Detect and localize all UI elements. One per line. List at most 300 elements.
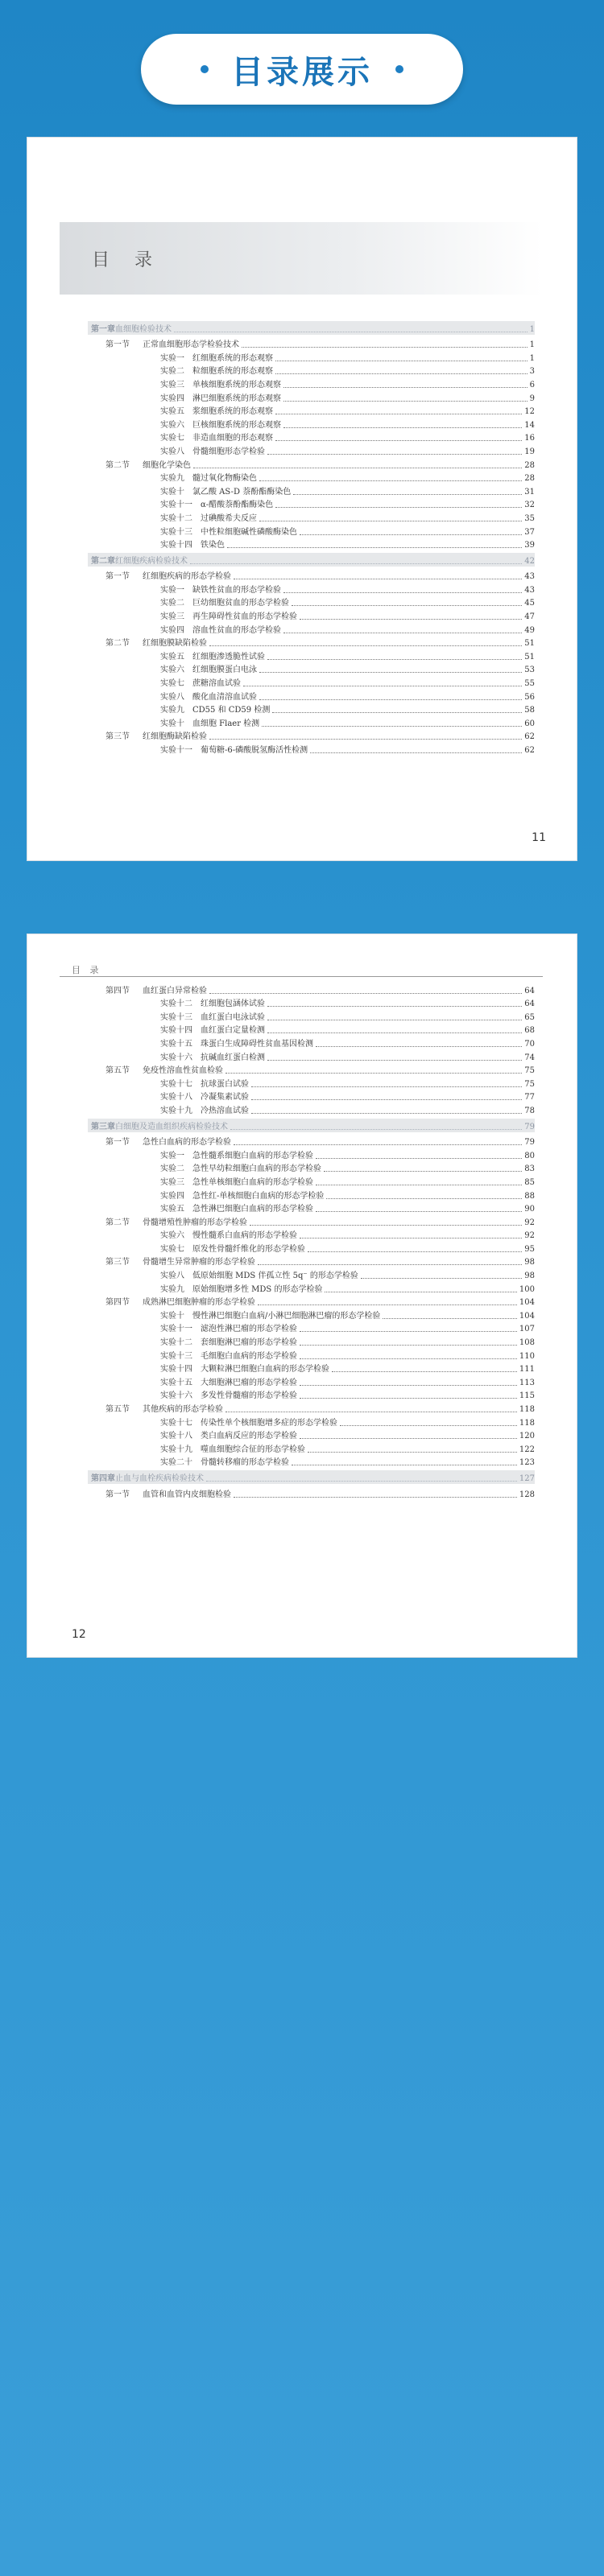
header-rule	[60, 976, 543, 977]
toc-entry-page: 65	[524, 1012, 535, 1022]
toc-entry-label	[88, 1218, 247, 1228]
toc-entry-label	[88, 354, 273, 364]
toc-entry-page: 64	[524, 986, 535, 995]
toc-entry-label	[88, 732, 207, 742]
toc-entry-exp	[88, 497, 535, 511]
toc-entry-page: 100	[519, 1284, 535, 1294]
toc-entry-title: 红细胞酶缺陷检验	[143, 732, 207, 742]
toc-entry-page: 12	[524, 407, 535, 417]
toc-entry-number: 实验十三	[160, 527, 192, 537]
toc-entry-page: 60	[524, 719, 535, 728]
toc-entry-label	[88, 679, 241, 689]
toc-entry-label	[88, 1123, 228, 1132]
toc-entry-label	[88, 1093, 249, 1103]
toc-entry-label	[88, 1013, 265, 1023]
toc-entry-title: 急性髓系细胞白血病的形态学检验	[192, 1151, 313, 1160]
toc-entry-label	[88, 501, 273, 510]
page-number: 12	[72, 1628, 86, 1641]
dot-leader	[225, 1073, 522, 1074]
dot-leader	[209, 645, 522, 646]
toc-page-1	[27, 137, 577, 861]
toc-entry-title: 氯乙酸 AS-D 萘酚酯酶染色	[192, 487, 292, 497]
toc-entry-exp	[88, 1415, 535, 1428]
toc-entry-page: 83	[524, 1164, 535, 1174]
toc-entry-title: 免疫性溶血性贫血检验	[143, 1066, 223, 1076]
dot-leader	[316, 1046, 522, 1047]
dot-leader	[272, 712, 522, 713]
toc-entry-exp	[88, 703, 535, 716]
toc-entry-number: 第一节	[105, 340, 130, 350]
toc-entry-page: 14	[524, 420, 535, 430]
dot-leader	[283, 592, 522, 593]
toc-entry-label	[88, 1325, 297, 1334]
toc-entry-label	[88, 1312, 380, 1321]
toc-entry-exp	[88, 1308, 535, 1321]
toc-entry-exp	[88, 350, 535, 364]
toc-entry-exp	[88, 443, 535, 457]
toc-entry-label	[88, 653, 265, 662]
toc-entry-number: 实验三	[160, 1177, 184, 1187]
toc-entry-exp	[88, 1161, 535, 1175]
dot-leader	[283, 401, 527, 402]
toc-entry-exp	[88, 1441, 535, 1455]
toc-entry-title: 原始细胞增多性 MDS 的形态学检验	[192, 1284, 323, 1294]
dot-leader	[283, 427, 522, 428]
toc-entry-page: 75	[524, 1079, 535, 1089]
dot-leader	[326, 1198, 522, 1199]
toc-entry-page: 98	[524, 1258, 535, 1267]
toc-entry-page: 92	[524, 1231, 535, 1241]
dot-leader	[209, 739, 522, 740]
toc-entry-title: 非造血细胞的形态观察	[192, 434, 273, 443]
toc-entry-label	[88, 514, 257, 524]
toc-entry-label	[88, 1405, 223, 1415]
toc-entry-page: 51	[524, 652, 535, 662]
toc-entry-page: 92	[524, 1218, 535, 1227]
toc-entry-number: 实验十二	[160, 513, 192, 523]
toc-entry-label	[88, 1053, 265, 1063]
toc-entry-ch	[88, 1470, 535, 1484]
toc-entry-label	[88, 1352, 297, 1362]
toc-entry-label	[88, 1231, 297, 1241]
toc-entry-label	[88, 1040, 313, 1049]
toc-entry-title: 急性淋巴细胞白血病的形态学检验	[192, 1205, 313, 1214]
toc-entry-number: 实验十九	[160, 1445, 192, 1454]
toc-entry-number: 实验十八	[160, 1093, 192, 1103]
toc-heading: 目 录	[92, 250, 162, 270]
toc-entry-sec	[88, 569, 535, 583]
toc-entry-number: 实验三	[160, 612, 184, 622]
toc-entry-number: 第二节	[105, 460, 130, 470]
toc-entry-label	[88, 340, 239, 350]
toc-entry-label	[88, 488, 291, 497]
dot-leader	[251, 1086, 522, 1087]
toc-entry-number: 实验十七	[160, 1079, 192, 1089]
toc-entry-page: 123	[519, 1458, 535, 1468]
toc-entry-label	[88, 1178, 313, 1188]
toc-entry-title: 淋巴细胞系统的形态观察	[192, 394, 281, 403]
toc-entry-sec	[88, 1063, 535, 1077]
toc-entry-title: 髓过氧化物酶染色	[192, 474, 257, 484]
toc-entry-number: 实验十一	[160, 501, 192, 510]
toc-entry-page: 42	[524, 556, 535, 566]
toc-entry-number: 实验二	[160, 1164, 184, 1174]
toc-entry-page: 1	[529, 353, 535, 363]
dot-leader	[292, 605, 522, 606]
toc-entry-label	[88, 1192, 324, 1201]
dot-leader	[300, 1385, 517, 1386]
toc-entry-number: 实验六	[160, 1231, 184, 1241]
toc-entry-title: CD55 和 CD59 检测	[192, 706, 271, 715]
toc-entry-exp	[88, 649, 535, 662]
dot-leader	[361, 1278, 522, 1279]
toc-entry-page: 98	[524, 1272, 535, 1281]
toc-entry-title: 滤泡性淋巴瘤的形态学检验	[201, 1325, 297, 1334]
toc-entry-number: 实验四	[160, 394, 184, 403]
toc-entry-title: 血红蛋白电泳试验	[201, 1012, 265, 1022]
toc-entry-title: 单核细胞系统的形态观察	[192, 380, 281, 389]
toc-entry-title: 铁染色	[201, 541, 225, 550]
toc-entry-number: 实验九	[160, 1284, 184, 1294]
toc-entry-page: 39	[524, 541, 535, 550]
toc-entry-page: 47	[524, 612, 535, 622]
toc-entry-title: 类白血病反应的形态学检验	[201, 1432, 297, 1441]
dot-leader	[230, 1129, 522, 1130]
toc-entry-page: 78	[524, 1106, 535, 1115]
dot-leader	[300, 1345, 517, 1346]
toc-entry-sec	[88, 983, 535, 996]
toc-entry-page: 64	[524, 999, 535, 1009]
toc-entry-title: 粒细胞系统的形态观察	[192, 367, 273, 377]
dot-leader	[275, 373, 527, 374]
toc-entry-page: 6	[529, 380, 535, 389]
toc-entry-label	[88, 1080, 249, 1090]
toc-entry-number: 实验七	[160, 434, 184, 443]
toc-entry-number: 第三节	[105, 732, 130, 742]
toc-entry-page: 55	[524, 679, 535, 689]
dot-leader	[259, 672, 522, 673]
toc-entry-title: 中性粒细胞碱性磷酸酶染色	[201, 527, 297, 537]
toc-entry-number: 第四节	[105, 986, 130, 995]
toc-entry-exp	[88, 596, 535, 609]
toc-entry-title: 冷热溶血试验	[201, 1106, 249, 1115]
toc-entry-title: 毛细胞白血病的形态学检验	[201, 1351, 297, 1361]
dot-leader	[262, 726, 522, 727]
dot-leader	[259, 480, 522, 481]
dot-leader	[267, 659, 522, 660]
toc-entry-number: 实验六	[160, 666, 184, 675]
toc-entry-title: 抗球蛋白试验	[201, 1079, 249, 1089]
toc-entry-label	[88, 1490, 231, 1500]
toc-entry-page: 127	[519, 1473, 535, 1483]
banner-title: 目录展示	[231, 53, 373, 91]
toc-entry-page: 115	[519, 1391, 535, 1401]
toc-entry-page: 56	[524, 692, 535, 702]
toc-entry-title: 套细胞淋巴瘤的形态学检验	[201, 1338, 297, 1348]
toc-entry-exp	[88, 742, 535, 756]
toc-entry-exp	[88, 1103, 535, 1116]
toc-entry-label	[88, 1298, 255, 1308]
toc-entry-label	[88, 639, 207, 649]
dot-leader	[209, 993, 522, 994]
toc-entry-page: 118	[519, 1405, 535, 1414]
toc-entry-exp	[88, 484, 535, 497]
toc-entry-exp	[88, 675, 535, 689]
toc-entry-page: 37	[524, 527, 535, 537]
toc-entry-exp	[88, 1174, 535, 1188]
toc-entry-ch	[88, 1119, 535, 1132]
dot-leader	[242, 347, 527, 348]
toc-entry-number: 实验八	[160, 1272, 184, 1281]
toc-entry-label	[88, 612, 297, 622]
toc-list-1	[88, 319, 535, 756]
toc-entry-number: 实验六	[160, 420, 184, 430]
dot-leader	[340, 1425, 517, 1426]
toc-entry-title: 过碘酸希夫反应	[201, 513, 257, 523]
toc-entry-exp	[88, 622, 535, 636]
toc-entry-title: 其他疾病的形态学检验	[143, 1405, 223, 1414]
dot-leader	[250, 1225, 522, 1226]
toc-entry-title: 溶血性贫血的形态学检验	[192, 625, 281, 635]
toc-entry-title: 成熟淋巴细胞肿瘤的形态学检验	[143, 1298, 255, 1308]
dot-leader	[316, 1211, 522, 1212]
toc-entry-number: 实验七	[160, 1244, 184, 1254]
toc-entry-exp	[88, 1388, 535, 1402]
toc-entry-label	[88, 1474, 204, 1484]
toc-entry-label	[88, 528, 297, 538]
toc-entry-title: 多发性骨髓瘤的形态学检验	[201, 1391, 297, 1401]
toc-entry-title: 止血与血栓疾病检验技术	[115, 1473, 204, 1483]
toc-entry-exp	[88, 417, 535, 431]
dot-leader	[258, 1304, 517, 1305]
dot-leader	[324, 1171, 522, 1172]
toc-entry-title: 浆细胞系统的形态观察	[192, 407, 273, 417]
toc-entry-exp	[88, 1241, 535, 1255]
toc-entry-number: 实验十	[160, 1311, 184, 1321]
toc-entry-label	[88, 999, 265, 1009]
toc-page-2	[27, 934, 577, 1658]
toc-entry-exp	[88, 1090, 535, 1103]
toc-entry-page: 58	[524, 706, 535, 715]
banner-dot-left	[201, 65, 209, 73]
toc-entry-label	[88, 626, 281, 636]
toc-entry-title: 骨髓增殖性肿瘤的形态学检验	[143, 1218, 247, 1227]
toc-entry-page: 3	[529, 367, 535, 377]
toc-entry-exp	[88, 662, 535, 676]
toc-entry-exp	[88, 1049, 535, 1063]
toc-entry-title: 骨髓细胞形态学检验	[192, 447, 265, 456]
toc-entry-page: 75	[524, 1066, 535, 1076]
toc-entry-page: 104	[519, 1298, 535, 1308]
toc-entry-label	[88, 706, 270, 715]
toc-entry-number: 实验二十	[160, 1458, 192, 1468]
dot-leader	[267, 1006, 522, 1007]
toc-entry-number: 第一章	[91, 324, 115, 334]
toc-entry-page: 80	[524, 1151, 535, 1160]
toc-entry-exp	[88, 510, 535, 524]
toc-entry-label	[88, 325, 172, 335]
toc-entry-page: 16	[524, 434, 535, 443]
toc-heading-band	[60, 222, 543, 295]
toc-entry-number: 实验三	[160, 380, 184, 389]
toc-entry-label	[88, 746, 308, 756]
toc-entry-label	[88, 1458, 289, 1468]
toc-entry-exp	[88, 431, 535, 444]
toc-entry-number: 第一节	[105, 1138, 130, 1148]
toc-entry-number: 实验十二	[160, 999, 192, 1009]
dot-leader	[275, 507, 522, 508]
toc-entry-page: 111	[519, 1365, 535, 1375]
toc-entry-number: 实验十三	[160, 1012, 192, 1022]
toc-entry-exp	[88, 996, 535, 1010]
toc-entry-title: 红细胞包涵体试验	[201, 999, 265, 1009]
toc-entry-page: 74	[524, 1053, 535, 1062]
toc-entry-number: 实验十四	[160, 1026, 192, 1036]
toc-entry-label	[88, 1419, 337, 1428]
toc-entry-label	[88, 1138, 231, 1148]
toc-entry-label	[88, 1107, 249, 1116]
toc-entry-exp	[88, 404, 535, 418]
toc-entry-page: 118	[519, 1418, 535, 1428]
toc-entry-label	[88, 421, 281, 431]
toc-entry-title: 红细胞疾病的形态学检验	[143, 572, 231, 582]
toc-entry-title: 红细胞渗透脆性试验	[192, 652, 265, 662]
dot-leader	[308, 1251, 522, 1252]
toc-entry-title: 血红蛋白异常检验	[143, 986, 207, 995]
toc-entry-exp	[88, 1455, 535, 1469]
toc-entry-exp	[88, 390, 535, 404]
toc-entry-exp	[88, 1375, 535, 1388]
toc-entry-exp	[88, 1348, 535, 1362]
toc-entry-page: 113	[519, 1378, 535, 1387]
dot-leader	[275, 440, 522, 441]
toc-entry-number: 实验五	[160, 407, 184, 417]
toc-entry-title: 急性红-单核细胞白血病的形态学检验	[192, 1191, 325, 1201]
toc-entry-title: 红细胞膜蛋白电泳	[192, 666, 257, 675]
toc-entry-label	[88, 1152, 313, 1161]
toc-entry-number: 实验十二	[160, 1338, 192, 1348]
toc-entry-page: 107	[519, 1325, 535, 1334]
toc-entry-label	[88, 693, 257, 703]
toc-entry-number: 第四章	[91, 1473, 115, 1483]
toc-entry-number: 实验二	[160, 367, 184, 377]
toc-entry-exp	[88, 1321, 535, 1335]
toc-entry-number: 第四节	[105, 1298, 130, 1308]
dot-leader	[267, 454, 522, 455]
toc-entry-title: 血管和血管内皮细胞检验	[143, 1490, 231, 1499]
toc-entry-ch	[88, 321, 535, 335]
dot-leader	[251, 1113, 522, 1114]
dot-leader	[300, 619, 522, 620]
toc-entry-page: 110	[519, 1351, 535, 1361]
toc-entry-page: 120	[519, 1432, 535, 1441]
toc-entry-page: 53	[524, 666, 535, 675]
toc-entry-page: 68	[524, 1026, 535, 1036]
toc-entry-title: 蔗糖溶血试验	[192, 679, 241, 689]
toc-entry-exp	[88, 1188, 535, 1201]
toc-entry-label	[88, 1445, 305, 1455]
toc-entry-title: 大细胞淋巴瘤的形态学检验	[201, 1378, 297, 1387]
toc-entry-number: 实验二	[160, 599, 184, 608]
toc-entry-page: 28	[524, 474, 535, 484]
toc-entry-title: 抗碱血红蛋白检测	[201, 1053, 265, 1062]
toc-entry-number: 实验十八	[160, 1432, 192, 1441]
toc-entry-title: 血红蛋白定量检测	[201, 1026, 265, 1036]
toc-entry-title: 传染性单个核细胞增多症的形态学检验	[201, 1418, 337, 1428]
toc-entry-label	[88, 586, 281, 596]
toc-entry-sec	[88, 1486, 535, 1500]
toc-entry-label	[88, 987, 207, 996]
dot-leader	[258, 1264, 522, 1265]
toc-entry-exp	[88, 1036, 535, 1049]
toc-entry-ch	[88, 553, 535, 567]
toc-entry-page: 77	[524, 1093, 535, 1103]
toc-entry-sec	[88, 1401, 535, 1415]
toc-entry-number: 第三章	[91, 1122, 115, 1131]
toc-entry-page: 88	[524, 1191, 535, 1201]
toc-entry-label	[88, 1285, 322, 1295]
toc-entry-number: 实验十七	[160, 1418, 192, 1428]
toc-entry-exp	[88, 1148, 535, 1161]
toc-entry-number: 实验十一	[160, 1325, 192, 1334]
toc-entry-label	[88, 1164, 321, 1174]
toc-entry-label	[88, 1365, 329, 1375]
toc-entry-title: 酸化血清溶血试验	[192, 692, 257, 702]
toc-entry-page: 79	[524, 1122, 535, 1131]
toc-entry-label	[88, 381, 281, 390]
toc-entry-page: 19	[524, 447, 535, 456]
dot-leader	[300, 1238, 522, 1239]
toc-entry-title: 急性单核细胞白血病的形态学检验	[192, 1177, 313, 1187]
toc-entry-page: 95	[524, 1244, 535, 1254]
toc-entry-number: 实验十	[160, 719, 184, 728]
toc-entry-label	[88, 1258, 255, 1267]
toc-entry-number: 实验五	[160, 652, 184, 662]
toc-entry-number: 实验十一	[160, 746, 192, 755]
toc-entry-number: 实验十四	[160, 1365, 192, 1375]
dot-leader	[283, 387, 527, 388]
toc-entry-title: 血细胞检验技术	[115, 324, 172, 334]
toc-entry-number: 第一节	[105, 572, 130, 582]
toc-entry-page: 9	[529, 394, 535, 403]
toc-entry-page: 49	[524, 625, 535, 635]
toc-entry-title: 红细胞系统的形态观察	[192, 353, 273, 363]
toc-entry-title: α-醋酸萘酚酯酶染色	[201, 501, 274, 510]
toc-entry-sec	[88, 729, 535, 743]
toc-entry-title: 红细胞膜缺陷检验	[143, 639, 207, 649]
toc-entry-title: 慢性淋巴细胞白血病/小淋巴细胞淋巴瘤的形态学检验	[192, 1311, 381, 1321]
toc-entry-number: 实验十九	[160, 1106, 192, 1115]
toc-entry-page: 90	[524, 1205, 535, 1214]
toc-entry-number: 第二节	[105, 639, 130, 649]
toc-entry-label	[88, 394, 281, 404]
toc-entry-number: 第五节	[105, 1066, 130, 1076]
toc-entry-label	[88, 1026, 265, 1036]
toc-entry-number: 实验十六	[160, 1391, 192, 1401]
dot-leader	[259, 699, 522, 700]
toc-entry-number: 实验七	[160, 679, 184, 689]
toc-entry-exp	[88, 715, 535, 729]
toc-entry-sec	[88, 1214, 535, 1228]
toc-entry-number: 实验八	[160, 447, 184, 456]
toc-entry-number: 实验十四	[160, 541, 192, 550]
toc-entry-exp	[88, 1076, 535, 1090]
dot-leader	[267, 1032, 522, 1033]
toc-entry-exp	[88, 1428, 535, 1442]
dot-leader	[310, 752, 522, 753]
toc-entry-exp	[88, 471, 535, 484]
toc-entry-label	[88, 434, 273, 443]
